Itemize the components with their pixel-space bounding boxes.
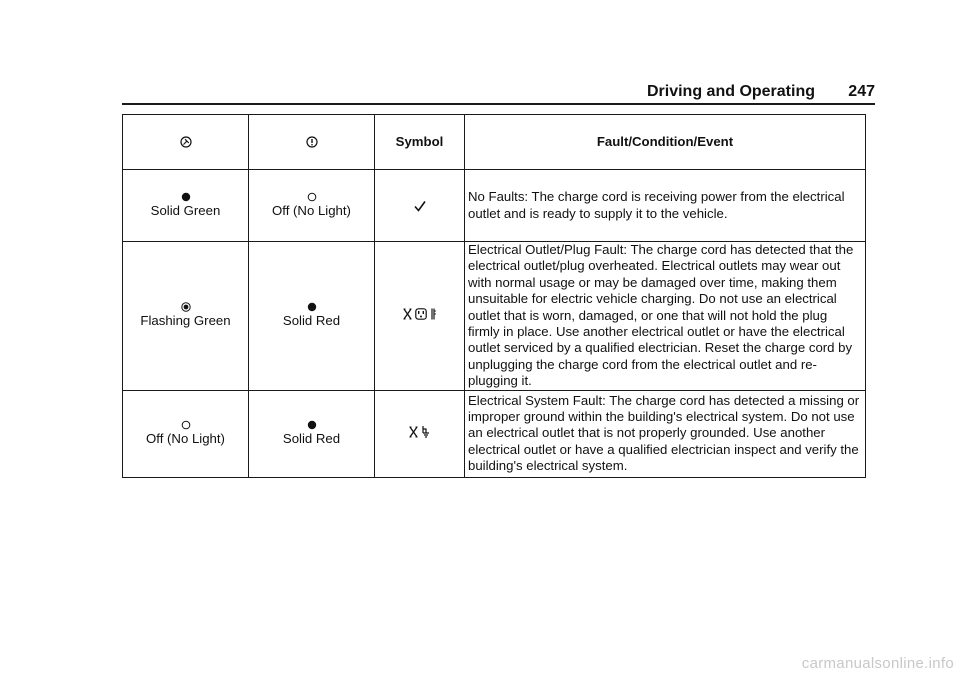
condition-description: Electrical System Fault: The charge cord has detected a missing or improper ground within the building's electrical system. Do not use an electrical outlet that is not properly grounded. Use another electrical outlet or have a qualified electrician inspect and verify the building's electrical system. [465,390,866,477]
fault-x-icon [409,426,418,438]
page-number: 247 [848,83,875,100]
plug-indicator-cell [123,242,249,391]
solid-light-icon [307,302,317,312]
column-header-symbol: Symbol [375,115,465,170]
page-header [122,83,875,103]
temperature-icon [430,308,436,320]
indicator-state-label: Off (No Light) [272,202,351,218]
plug-indicator-cell [123,390,249,477]
condition-description: Electrical Outlet/Plug Fault: The charge cord has detected that the electrical outlet/plug overheated. Electrical outlets may wear out with normal usage or may be damaged over time, making them unsuitable for electric vehicle charging. Do not use an electrical outlet that is worn, damaged, or one that will not hold the plug firmly in place. Use another electrical outlet or have the electrical outlet serviced by a qualified electrician. Reset the charge cord by unplugging the charge cord from the electrical outlet and re-plugging it. [465,242,866,391]
charge-cord-status-table [122,114,866,478]
indicator-state-label: Solid Green [150,202,221,218]
solid-light-icon [307,420,317,430]
checkmark-icon [413,199,427,213]
fault-indicator-cell [249,170,375,242]
indicator-state-label: Solid Red [282,430,341,446]
fault-indicator-cell [249,390,375,477]
column-header-fault-indicator [249,115,375,170]
fault-indicator-cell [249,242,375,391]
table-row [123,390,866,477]
outlet-icon [415,308,427,320]
indicator-state-label: Off (No Light) [146,430,225,446]
table-row [123,170,866,242]
plug-indicator-cell [123,170,249,242]
ground-icon [421,425,431,438]
symbol-cell [375,170,465,242]
watermark: carmanualsonline.info [801,655,954,672]
fault-x-icon [403,308,412,320]
column-header-plug-indicator [123,115,249,170]
symbol-cell [375,242,465,391]
solid-light-icon [181,192,191,202]
off-light-icon [307,192,317,202]
indicator-state-label: Solid Red [282,313,341,329]
section-title: Driving and Operating [646,83,815,100]
column-header-condition: Fault/Condition/Event [465,115,866,170]
condition-description: No Faults: The charge cord is receiving power from the electrical outlet and is ready to supply it to the vehicle. [465,170,866,242]
fault-indicator-icon [306,136,318,148]
table-row [123,242,866,391]
ground-fault-icon [409,425,431,438]
outlet-overheat-icon [403,308,436,320]
symbol-cell [375,390,465,477]
header-rule [122,103,875,105]
flashing-light-icon [181,302,191,312]
indicator-state-label: Flashing Green [140,313,231,329]
plug-connected-indicator-icon [180,136,192,148]
off-light-icon [181,420,191,430]
table-header-row [123,115,866,170]
